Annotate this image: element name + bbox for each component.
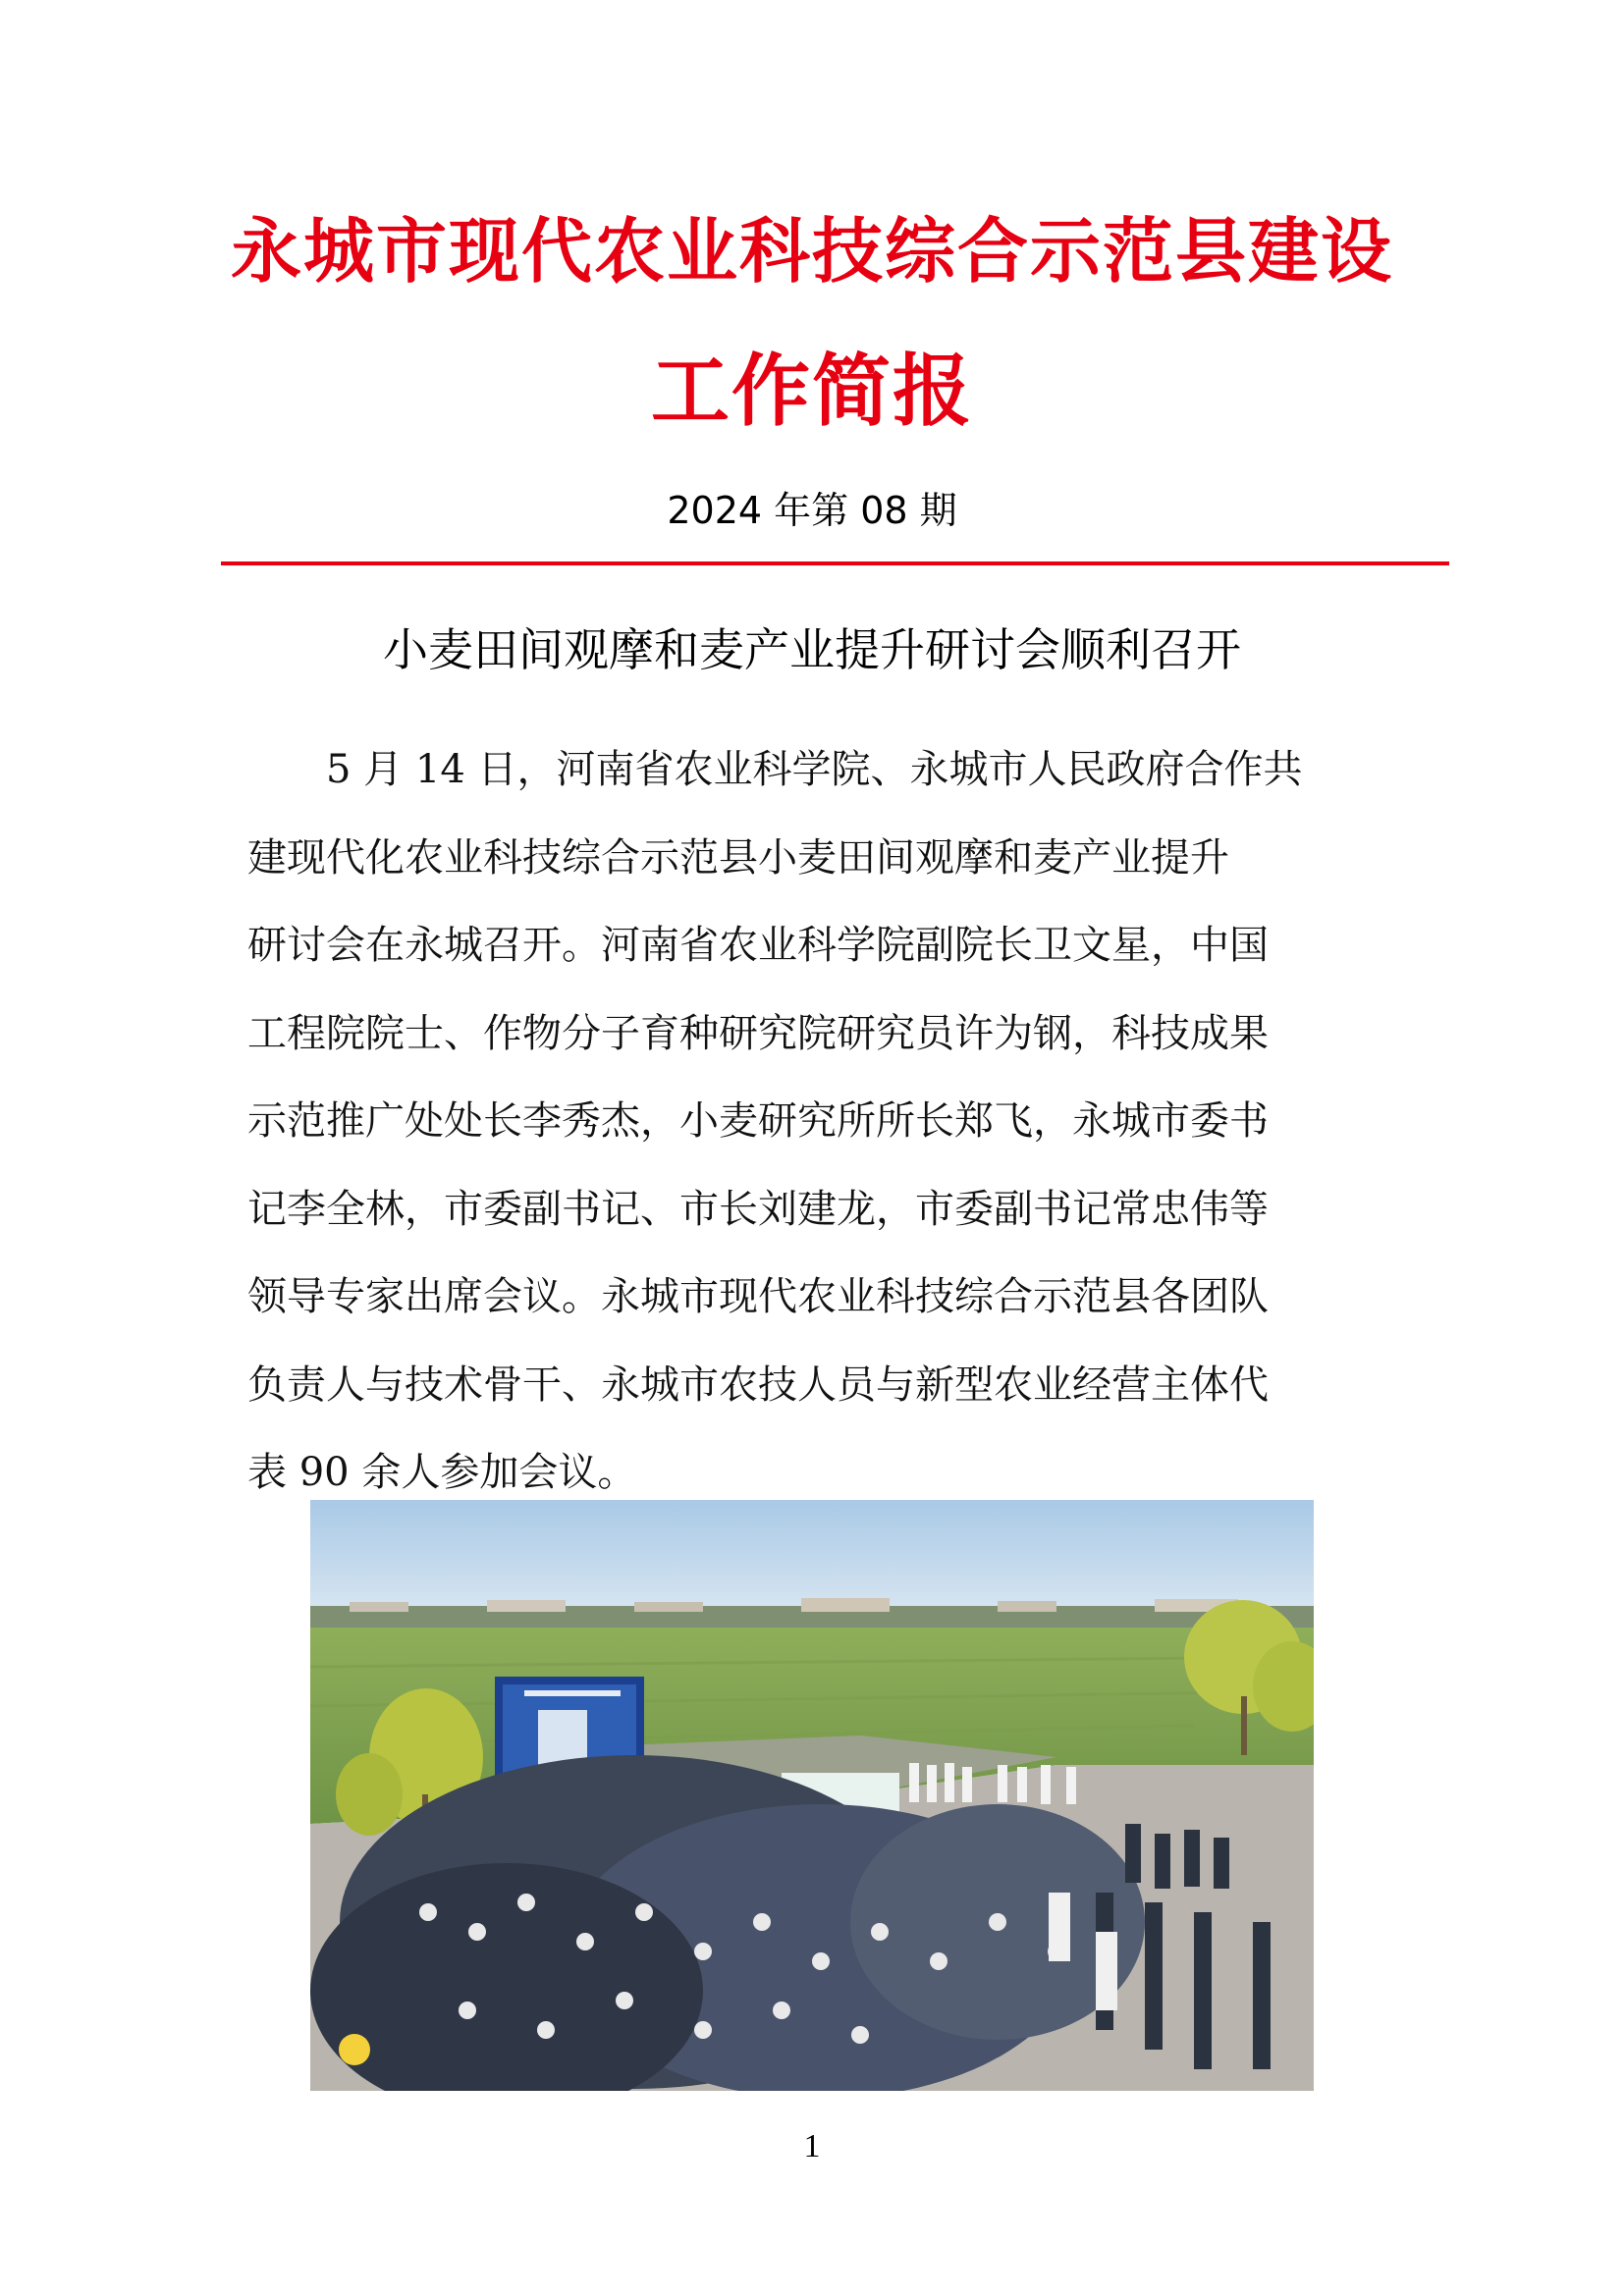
body-line: 表 90 余人参加会议。 [247,1450,637,1495]
bulletin-title-line1: 永城市现代农业科技综合示范县建设 [230,209,1393,293]
body-line: 负责人与技术骨干、永城市农技人员与新型农业经营主体代 [247,1362,1269,1408]
body-line: 记李全林，市委副书记、市长刘建龙，市委副书记常忠伟等 [247,1186,1269,1232]
red-divider [221,561,1449,565]
body-line: 研讨会在永城召开。河南省农业科学院副院长卫文星，中国 [247,923,1269,968]
page-number: 1 [803,2128,821,2164]
body-line: 领导专家出席会议。永城市现代农业科技综合示范县各团队 [247,1274,1269,1319]
article-body [247,726,1377,1518]
bulletin-title-line2: 工作简报 [651,345,973,437]
issue-number: 2024 年第 08 期 [667,489,957,532]
body-line: 示范推广处处长李秀杰，小麦研究所所长郑飞，永城市委书 [247,1098,1269,1144]
body-line: 工程院院士、作物分子育种研究院研究员许为钢，科技成果 [247,1010,1269,1056]
field-meeting-photo [310,1500,1314,2091]
body-line: 5 月 14 日，河南省农业科学院、永城市人民政府合作共 [247,747,1303,792]
article-headline: 小麦田间观摩和麦产业提升研讨会顺利召开 [383,623,1241,676]
body-line: 建现代化农业科技综合示范县小麦田间观摩和麦产业提升 [247,834,1229,881]
